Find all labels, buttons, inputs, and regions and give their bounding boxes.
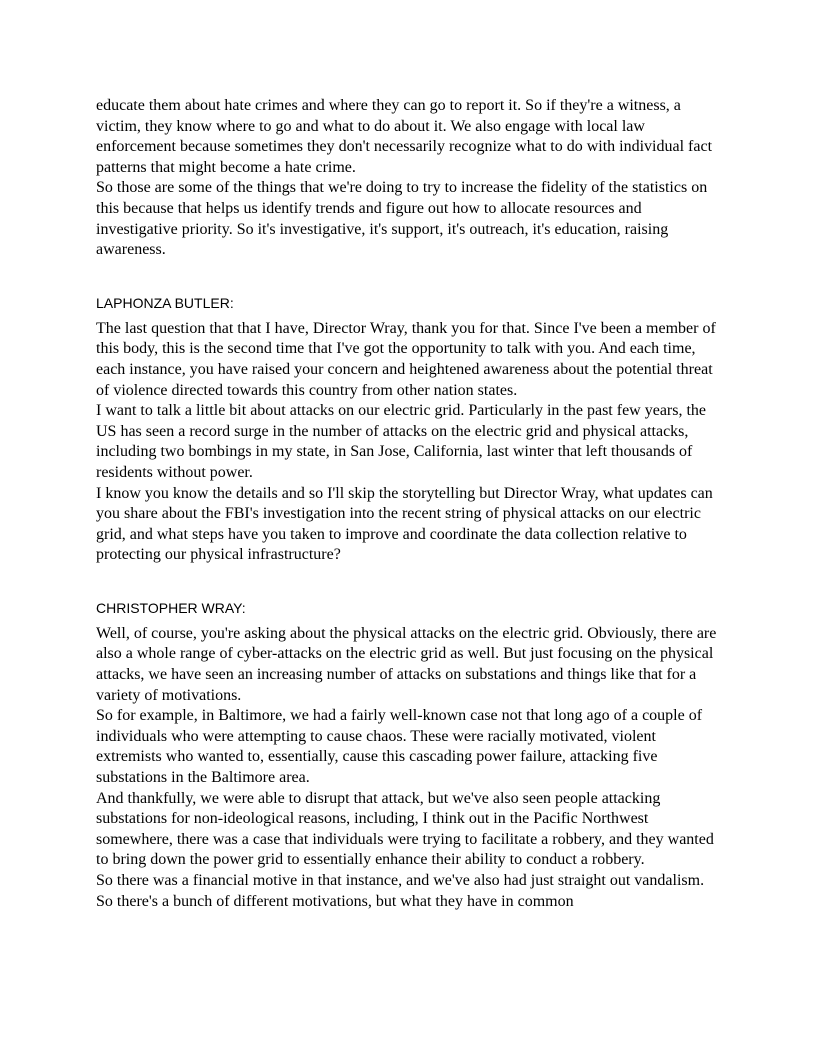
transcript-paragraph: So those are some of the things that we're doing to try to increase the fidelity of the statistics on this because that helps us identify trends and figure out how to allocate resources and investigative priority. So it's investigative, it's support, it's outreach, it's education, raising awareness.: [96, 179, 708, 259]
speaker-label: LAPHONZA BUTLER:: [96, 294, 234, 311]
transcript-paragraph: educate them about hate crimes and where they can go to report it. So if they're a witness, a victim, they know where to go and what to do about it. We also engage with local law enforcement because sometimes they don't necessarily recognize what to do with individual fact patterns that might become a hate crime.: [96, 97, 713, 176]
transcript-block-wray: [96, 600, 720, 912]
transcript-paragraph: The last question that that I have, Director Wray, thank you for that. Since I've been a member of this body, this is the second time that I've got the opportunity to talk with you. And each time, each instance, you have raised your concern and heightened awareness about the potential threat of violence directed towards this country from other nation states.: [96, 319, 716, 399]
transcript-block-butler: [96, 295, 720, 566]
transcript-page: [96, 96, 720, 912]
transcript-block-continuation: [96, 96, 720, 261]
transcript-paragraph: Well, of course, you're asking about the physical attacks on the electric grid. Obviously, there are also a whole range of cyber-attacks on the electric grid as well. But just focusing on the physical attacks, we have seen an increasing number of attacks on substations and things like that for a variety of motivations.: [96, 624, 717, 704]
transcript-paragraph: I know you know the details and so I'll skip the storytelling but Director Wray, what updates can you share about the FBI's investigation into the recent string of physical attacks on our electric grid, and what steps have you taken to improve and coordinate the data collection relative to protecting our physical infrastructure?: [96, 484, 713, 564]
transcript-paragraph: And thankfully, we were able to disrupt that attack, but we've also seen people attacking substations for non-ideological reasons, including, I think out in the Pacific Northwest somewhere, there was a case that individuals were trying to facilitate a robbery, and they wanted to bring down the power grid to essentially enhance their ability to conduct a robbery.: [96, 789, 714, 869]
speaker-label: CHRISTOPHER WRAY:: [96, 599, 246, 616]
transcript-paragraph: So for example, in Baltimore, we had a fairly well-known case not that long ago of a couple of individuals who were attempting to cause chaos. These were racially motivated, violent extremists who wanted to, essentially, cause this cascading power failure, attacking five substations in the Baltimore area.: [96, 707, 703, 787]
transcript-paragraph: So there was a financial motive in that instance, and we've also had just straight out vandalism. So there's a bunch of different motivations, but what they have in common: [96, 872, 705, 910]
transcript-paragraph: I want to talk a little bit about attacks on our electric grid. Particularly in the past few years, the US has seen a record surge in the number of attacks on the electric grid and physical attacks, including two bombings in my state, in San Jose, California, last winter that left thousands of residents without power.: [96, 402, 707, 481]
